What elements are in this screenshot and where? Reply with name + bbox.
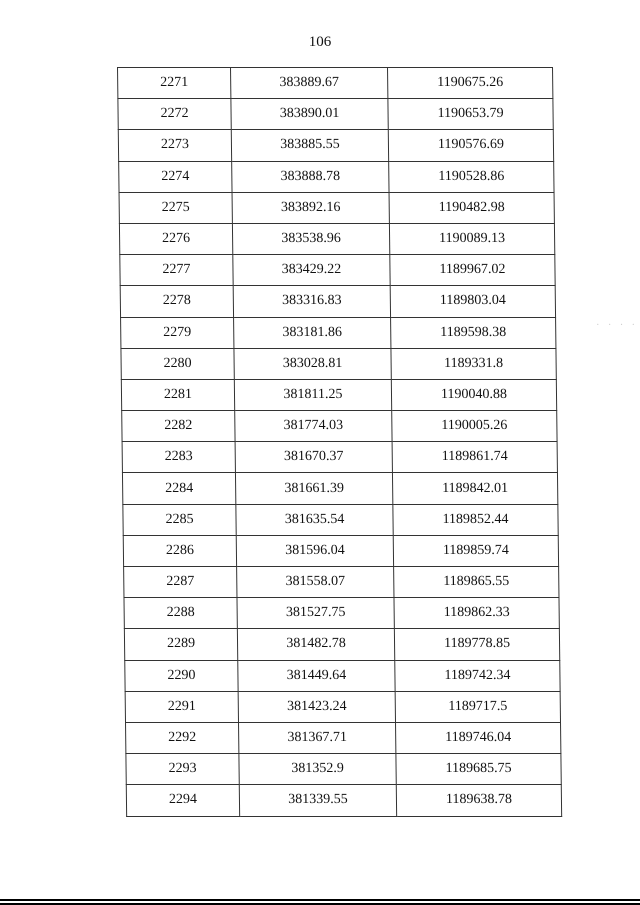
x-coordinate-cell: 383028.81 [234,348,391,379]
table-row [122,442,557,473]
point-id-cell: 2294 [126,785,239,816]
point-id-cell: 2275 [119,192,232,223]
point-id-cell: 2293 [126,754,239,785]
y-coordinate-cell: 1190675.26 [388,68,553,99]
table-row [119,192,554,223]
coordinate-table [117,67,562,817]
y-coordinate-cell: 1189331.8 [391,348,556,379]
y-coordinate-cell: 1189842.01 [392,473,557,504]
page-number: 106 [308,34,332,50]
x-coordinate-cell: 381558.07 [237,567,394,598]
y-coordinate-cell: 1189852.44 [393,504,558,535]
x-coordinate-cell: 381449.64 [238,660,395,691]
x-coordinate-cell: 381367.71 [239,722,396,753]
y-coordinate-cell: 1189859.74 [393,535,558,566]
y-coordinate-cell: 1189598.38 [391,317,556,348]
point-id-cell: 2276 [119,223,232,254]
y-coordinate-cell: 1189861.74 [392,442,557,473]
point-id-cell: 2272 [118,99,231,130]
point-id-cell: 2284 [122,473,235,504]
point-id-cell: 2289 [124,629,237,660]
point-id-cell: 2278 [120,286,233,317]
y-coordinate-cell: 1190089.13 [389,223,554,254]
point-id-cell: 2277 [120,255,233,286]
x-coordinate-cell: 381339.55 [239,785,396,816]
table-row [124,629,559,660]
y-coordinate-cell: 1189746.04 [396,722,561,753]
x-coordinate-cell: 381635.54 [236,504,393,535]
bottom-border-line [0,899,640,901]
table-row [121,379,556,410]
table-row [118,99,553,130]
x-coordinate-cell: 383890.01 [231,99,388,130]
x-coordinate-cell: 381482.78 [237,629,394,660]
table-row [126,722,561,753]
point-id-cell: 2271 [118,68,231,99]
table-row [126,785,561,816]
y-coordinate-cell: 1190653.79 [388,99,553,130]
point-id-cell: 2288 [124,598,237,629]
table-row [125,691,560,722]
table-row [123,535,558,566]
y-coordinate-cell: 1190528.86 [389,161,554,192]
y-coordinate-cell: 1190040.88 [391,379,556,410]
x-coordinate-cell: 383429.22 [233,255,390,286]
x-coordinate-cell: 383181.86 [234,317,391,348]
point-id-cell: 2280 [121,348,234,379]
point-id-cell: 2287 [124,567,237,598]
x-coordinate-cell: 383888.78 [232,161,389,192]
point-id-cell: 2282 [122,411,235,442]
table-row [123,504,558,535]
y-coordinate-cell: 1189742.34 [395,660,560,691]
coordinate-table-body [118,68,562,817]
y-coordinate-cell: 1189803.04 [390,286,555,317]
coordinate-table-wrapper [117,67,562,817]
y-coordinate-cell: 1190576.69 [388,130,553,161]
x-coordinate-cell: 381352.9 [239,754,396,785]
y-coordinate-cell: 1189685.75 [396,754,561,785]
x-coordinate-cell: 383538.96 [232,223,389,254]
point-id-cell: 2273 [118,130,231,161]
table-row [124,567,559,598]
x-coordinate-cell: 383889.67 [231,68,388,99]
point-id-cell: 2285 [123,504,236,535]
y-coordinate-cell: 1189717.5 [395,691,560,722]
x-coordinate-cell: 381670.37 [235,442,392,473]
table-row [122,473,557,504]
table-row [125,660,560,691]
point-id-cell: 2279 [121,317,234,348]
y-coordinate-cell: 1189778.85 [394,629,559,660]
x-coordinate-cell: 383885.55 [231,130,388,161]
table-row [124,598,559,629]
table-row [119,161,554,192]
x-coordinate-cell: 381774.03 [235,411,392,442]
x-coordinate-cell: 381811.25 [234,379,391,410]
point-id-cell: 2274 [119,161,232,192]
table-row [121,348,556,379]
x-coordinate-cell: 381596.04 [236,535,393,566]
point-id-cell: 2292 [126,722,239,753]
y-coordinate-cell: 1189865.55 [394,567,559,598]
point-id-cell: 2286 [123,535,236,566]
y-coordinate-cell: 1189638.78 [396,785,561,816]
x-coordinate-cell: 383892.16 [232,192,389,223]
x-coordinate-cell: 381661.39 [235,473,392,504]
table-row [122,411,557,442]
table-row [119,223,554,254]
x-coordinate-cell: 381423.24 [238,691,395,722]
y-coordinate-cell: 1190005.26 [392,411,557,442]
point-id-cell: 2281 [121,379,234,410]
table-row [118,130,553,161]
point-id-cell: 2291 [125,691,238,722]
y-coordinate-cell: 1189967.02 [390,255,555,286]
table-row [121,317,556,348]
x-coordinate-cell: 381527.75 [237,598,394,629]
table-row [126,754,561,785]
point-id-cell: 2290 [125,660,238,691]
y-coordinate-cell: 1189862.33 [394,598,559,629]
y-coordinate-cell: 1190482.98 [389,192,554,223]
table-row [120,286,555,317]
point-id-cell: 2283 [122,442,235,473]
table-row [120,255,555,286]
table-row [118,68,553,99]
x-coordinate-cell: 383316.83 [233,286,390,317]
scan-edge-marks: · · · · [596,320,638,331]
